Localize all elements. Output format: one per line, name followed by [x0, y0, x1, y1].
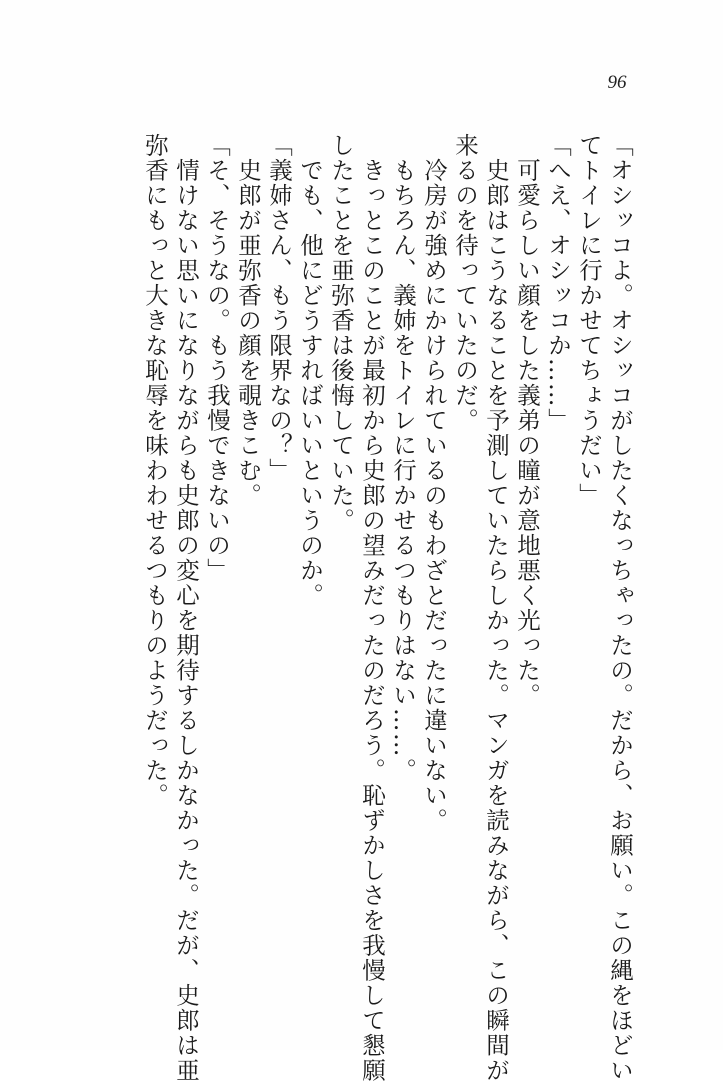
- text-line: したことを亜弥香は後悔していた。: [327, 133, 355, 533]
- text-line: 冷房が強めにかけられているのもわざとだったに違いない。: [420, 133, 448, 833]
- vertical-text-body: [139, 133, 635, 1083]
- text-line: 弥香にもっと大きな恥辱を味わわせるつもりのようだった。: [141, 133, 169, 808]
- text-line: 情けない思いになりながらも史郎の変心を期待するしかなかった。だが、史郎は亜: [172, 133, 200, 1083]
- text-line: 史郎が亜弥香の顔を覗きこむ。: [234, 133, 262, 508]
- text-line: てトイレに行かせてちょうだい」: [575, 133, 603, 508]
- text-line: 可愛らしい顔をした義弟の瞳が意地悪く光った。: [513, 133, 541, 708]
- text-line: きっとこのことが最初から史郎の望みだったのだろう。恥ずかしさを我慢して懇願: [358, 133, 386, 1083]
- text-line: 「オシッコよ。オシッコがしたくなっちゃったの。だから、お願い。この縄をほどい: [606, 133, 634, 1083]
- page-number: 96: [607, 72, 627, 93]
- text-line: 「へえ、オシッコか……」: [544, 133, 572, 433]
- text-line: 来るのを待っていたのだ。: [451, 133, 479, 433]
- text-line: 「義姉さん、もう限界なの？」: [265, 133, 293, 483]
- text-line: 「そ、そうなの。もう我慢できないの」: [203, 133, 231, 583]
- text-line: でも、他にどうすればいいというのか。: [296, 133, 324, 608]
- text-line: 史郎はこうなることを予測していたらしかった。マンガを読みながら、この瞬間が: [482, 133, 510, 1083]
- text-line: もちろん、義姉をトイレに行かせるつもりはない……。: [389, 133, 417, 783]
